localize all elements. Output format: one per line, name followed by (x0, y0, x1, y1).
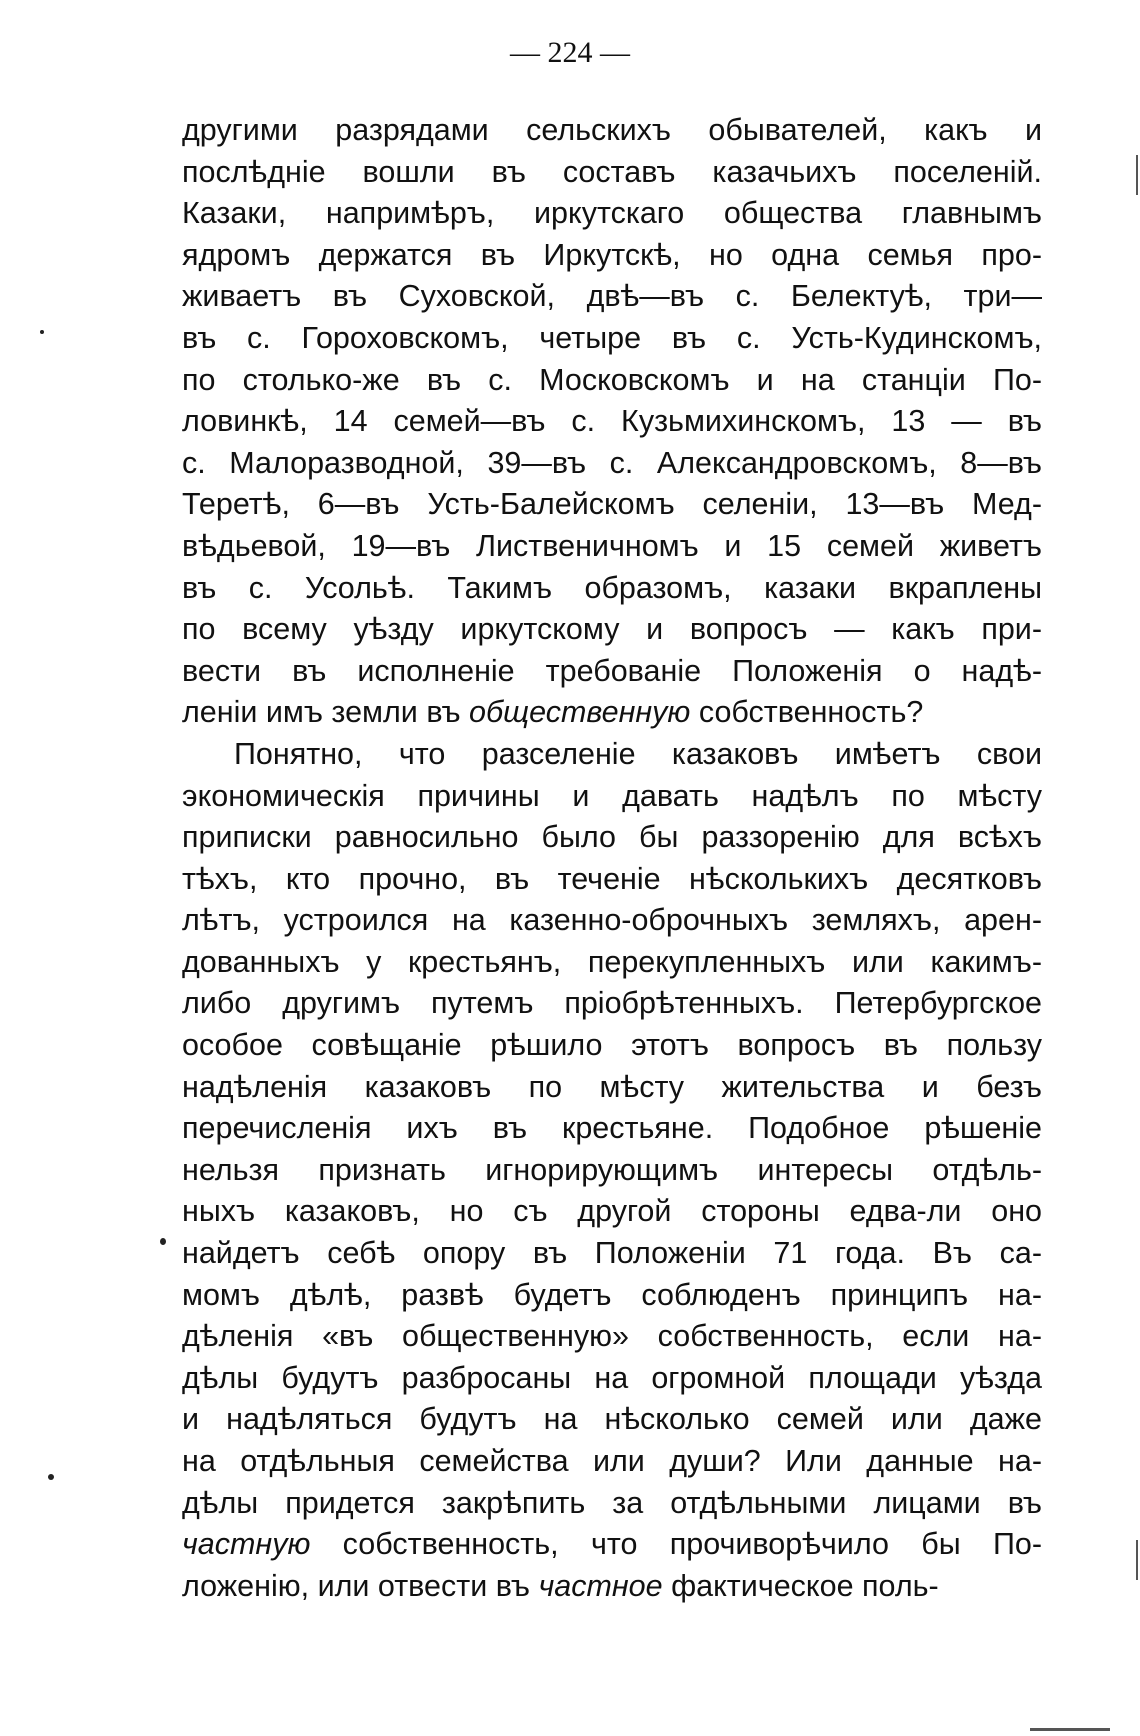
text-line: либо другимъ путемъ пріобрѣтенныхъ. Петербургское (182, 986, 1042, 1021)
text-line: момъ дѣлѣ, развѣ будетъ соблюденъ принципъ на- (182, 1277, 1042, 1312)
text-span: фактическое поль- (662, 1568, 939, 1603)
text-span: собственность, что прочиворѣчило бы По- (310, 1527, 1042, 1562)
text-line: по столько-же въ с. Московскомъ и на станціи По- (182, 362, 1042, 397)
text-line (182, 692, 1042, 734)
text-line: Казаки, напримѣръ, иркутскаго общества главнымъ (182, 196, 1042, 231)
paragraph (182, 110, 1042, 734)
text-line: живаетъ въ Суховской, двѣ—въ с. Белектуѣ, три— (182, 279, 1042, 314)
text-line: перечисленія ихъ въ крестьяне. Подобное рѣшеніе (182, 1111, 1042, 1146)
scan-edge-mark (1136, 155, 1138, 195)
text-span: ложенію, или отвести въ (182, 1568, 539, 1603)
italic-emphasis: общественную (469, 695, 691, 730)
body-text (182, 110, 1042, 1607)
text-line: въ с. Гороховскомъ, четыре въ с. Усть-Кудинскомъ, (182, 320, 1042, 355)
scan-edge-mark (1030, 1728, 1110, 1731)
text-line: Понятно, что разселеніе казаковъ имѣетъ свои (234, 736, 1042, 771)
text-line: с. Малоразводной, 39—въ с. Александровскомъ, 8—въ (182, 445, 1042, 480)
text-line: Теретѣ, 6—въ Усть-Балейскомъ селеніи, 13—въ Мед- (182, 487, 1042, 522)
text-line (182, 1524, 1042, 1566)
page-number: — 224 — (510, 36, 630, 69)
text-line: лѣтъ, устроился на казенно-оброчныхъ земляхъ, арен- (182, 903, 1042, 938)
text-line: послѣдніе вошли въ составъ казачьихъ поселеній. (182, 154, 1042, 189)
text-line: тѣхъ, кто прочно, въ теченіе нѣсколькихъ десятковъ (182, 861, 1042, 896)
text-line: нельзя признать игнорирующимъ интересы отдѣль- (182, 1152, 1042, 1187)
italic-emphasis: частную (182, 1527, 311, 1562)
text-line: другими разрядами сельскихъ обывателей, какъ и (182, 113, 1042, 147)
text-line: и надѣляться будутъ на нѣсколько семей или даже (182, 1402, 1042, 1437)
text-line: экономическія причины и давать надѣлъ по мѣсту (182, 778, 1042, 813)
scan-speck (160, 1238, 166, 1245)
paragraph (182, 734, 1042, 1607)
text-line: дѣленія «въ общественную» собственность, если на- (182, 1319, 1042, 1354)
text-line: надѣленія казаковъ по мѣсту жительства и безъ (182, 1069, 1042, 1104)
text-line: по всему уѣзду иркутскому и вопросъ — какъ при- (182, 612, 1042, 647)
text-line: вести въ исполненіе требованіе Положенія о надѣ- (182, 653, 1042, 688)
text-line: особое совѣщаніе рѣшило этотъ вопросъ въ пользу (182, 1028, 1042, 1063)
text-line: ловинкѣ, 14 семей—въ с. Кузьмихинскомъ, 13 — въ (182, 404, 1042, 439)
text-line (182, 1566, 1042, 1608)
text-span: собственность? (690, 695, 924, 730)
text-line: въ с. Усольѣ. Такимъ образомъ, казаки вкраплены (182, 570, 1042, 605)
text-line: вѣдьевой, 19—въ Лиственичномъ и 15 семей живетъ (182, 528, 1042, 563)
scan-speck (40, 330, 44, 334)
scan-speck (48, 1474, 54, 1480)
text-span: леніи имъ земли въ (182, 695, 470, 730)
text-line: дованныхъ у крестьянъ, перекупленныхъ или какимъ- (182, 944, 1042, 979)
text-line: дѣлы придется закрѣпить за отдѣльными лицами въ (182, 1485, 1042, 1520)
text-line: найдетъ себѣ опору въ Положеніи 71 года. Въ са- (182, 1236, 1042, 1271)
italic-emphasis: частное (538, 1568, 663, 1603)
text-line: приписки равносильно было бы раззоренію для всѣхъ (182, 820, 1042, 855)
scan-edge-mark (1136, 1540, 1138, 1580)
text-line: ныхъ казаковъ, но съ другой стороны едва-ли оно (182, 1194, 1042, 1229)
text-line: дѣлы будутъ разбросаны на огромной площади уѣзда (182, 1360, 1042, 1395)
text-line: ядромъ держатся въ Иркутскѣ, но одна семья про- (182, 237, 1042, 272)
text-line: на отдѣльныя семейства или души? Или данные на- (182, 1444, 1042, 1478)
